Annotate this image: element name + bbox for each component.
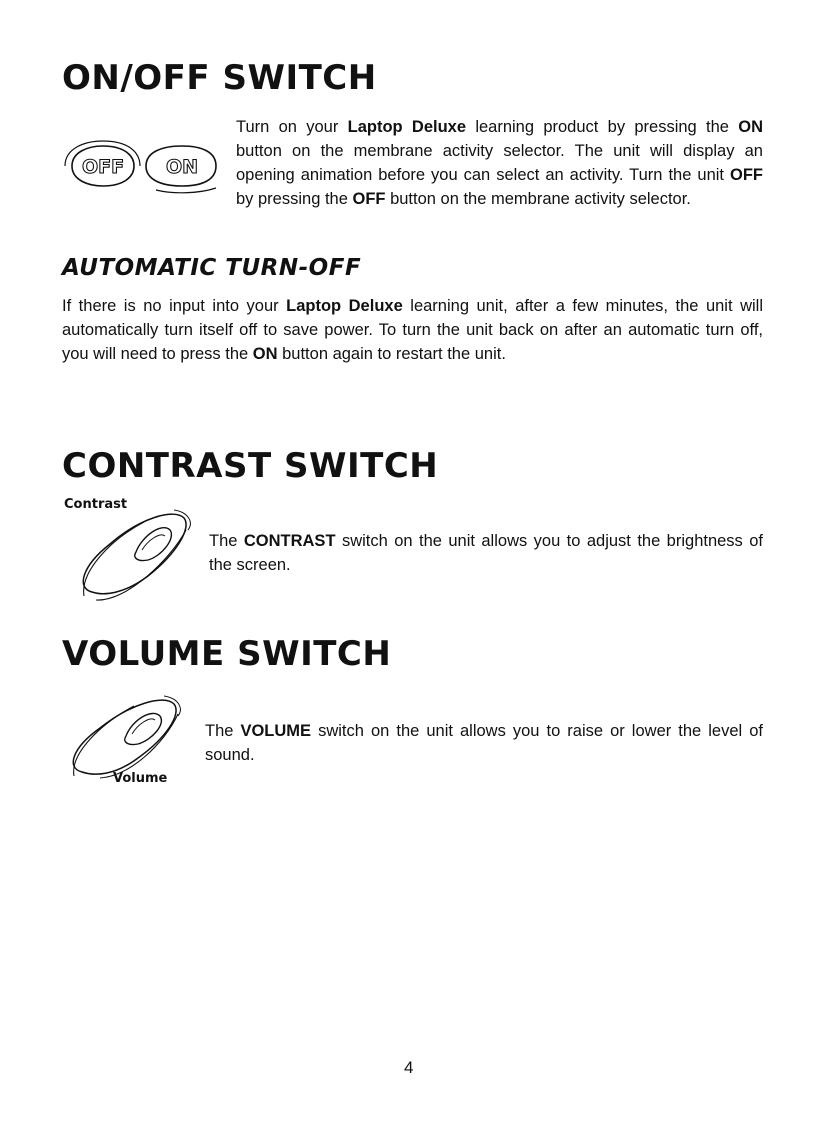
volume-heading: VOLUME SWITCH — [62, 634, 392, 674]
contrast-heading: CONTRAST SWITCH — [62, 446, 439, 486]
onoff-heading: ON/OFF SWITCH — [62, 58, 377, 98]
off-button-icon — [65, 141, 140, 186]
contrast-label: Contrast — [64, 497, 128, 512]
page-number: 4 — [404, 1058, 414, 1077]
volume-paragraph: The VOLUME switch on the unit allows you to raise or lower the level of sound. — [205, 722, 763, 764]
onoff-paragraph: Turn on your Laptop Deluxe learning product by pressing the ON button on the membrane activity selector. The unit will display an opening animation before you can select an activity. Turn the unit OFF by pressing the OFF button on the membrane activity selector. — [236, 118, 763, 208]
on-off-buttons-icon — [58, 138, 226, 194]
on-button-icon — [146, 146, 216, 193]
volume-label: Volume — [113, 771, 168, 786]
svg-text:ON: ON — [165, 156, 199, 178]
autooff-heading: AUTOMATIC TURN-OFF — [62, 255, 362, 281]
autooff-paragraph: If there is no input into your Laptop Deluxe learning unit, after a few minutes, the unit will automatically turn itself off to save power. To turn the unit back on after an automatic turn off, you will need to press the ON button again to restart the unit. — [62, 297, 763, 363]
svg-text:OFF: OFF — [81, 156, 125, 178]
contrast-dial-icon — [70, 500, 200, 605]
contrast-paragraph: The CONTRAST switch on the unit allows you to adjust the brightness of the screen. — [209, 532, 763, 574]
